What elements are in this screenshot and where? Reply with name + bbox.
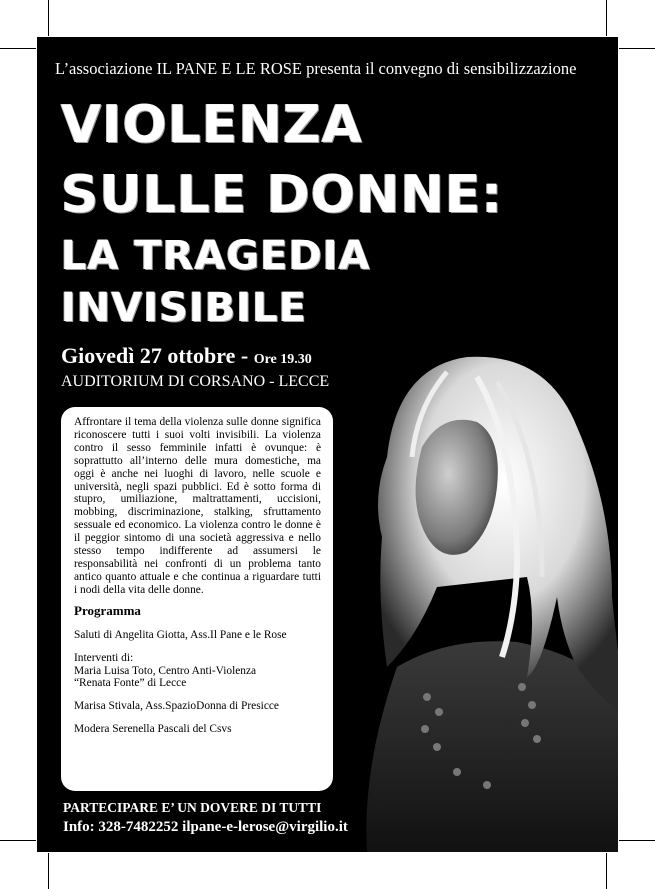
crop-mark [606,853,607,889]
interventions-label: Interventi di: [74,651,134,664]
crop-mark [0,840,36,841]
crop-mark [48,853,49,889]
speaker-2: Marisa Stivala, Ass.SpazioDonna di Presicce [74,700,279,713]
description-text: Affrontare il tema della violenza sulle donne significa riconoscere tutti i suoi volti invisibili. La violenza contro il sesso femminile infatti è ovunque: è soprattutto all’interno delle mura domestiche, ma oggi è anche nei luoghi di lavoro, nelle scuole e università, negli spazi pubblici. Ed è sotto forma di stupro, umiliazione, maltrattamenti, uccisioni, mobbing, discriminazione, stalking, sfruttamento sessuale ed economico. La violenza contro le donne è il peggior sintomo di una società aggressiva e nello stesso tempo indifferente ad assumersi le responsabilità nei confronti di un problema tanto antico quanto attuale e che continua a riguardare tutti i nodi della vita delle donne. [74,416,321,596]
program-greetings: Saluti di Angelita Giotta, Ass.Il Pane e le Rose [74,628,287,641]
event-venue: AUDITORIUM DI CORSANO - LECCE [61,373,330,390]
crop-mark [619,48,655,49]
speaker-1-line-1: Maria Luisa Toto, Centro Anti-Violenza [74,664,257,677]
description-card [61,407,333,791]
event-date-text: Giovedì 27 ottobre - [61,343,254,368]
crop-mark [48,0,49,36]
event-date [61,343,312,369]
speaker-1-line-2: “Renata Fonte” di Lecce [74,677,187,690]
crop-mark [606,0,607,36]
title-line-4: INVISIBILE [61,285,308,331]
program-interventions [74,652,321,691]
program-title: Programma [74,602,141,618]
title-line-2: SULLE DONNE: [61,165,504,225]
title-line-3: LA TRAGEDIA [61,233,371,279]
woman-illustration [327,337,618,852]
crop-mark [619,840,655,841]
crop-mark [0,48,36,49]
slogan: PARTECIPARE E’ UN DOVERE DI TUTTI [63,800,322,815]
poster [37,37,618,852]
title-line-1: VIOLENZA [61,95,363,155]
intro-text: L’associazione IL PANE E LE ROSE presenta il convegno di sensibilizzazione [55,59,577,78]
event-time: Ore 19.30 [253,352,312,367]
moderator: Modera Serenella Pascali del Csvs [74,723,232,736]
contact-info: Info: 328-7482252 ilpane-e-lerose@virgilio.it [63,819,348,835]
